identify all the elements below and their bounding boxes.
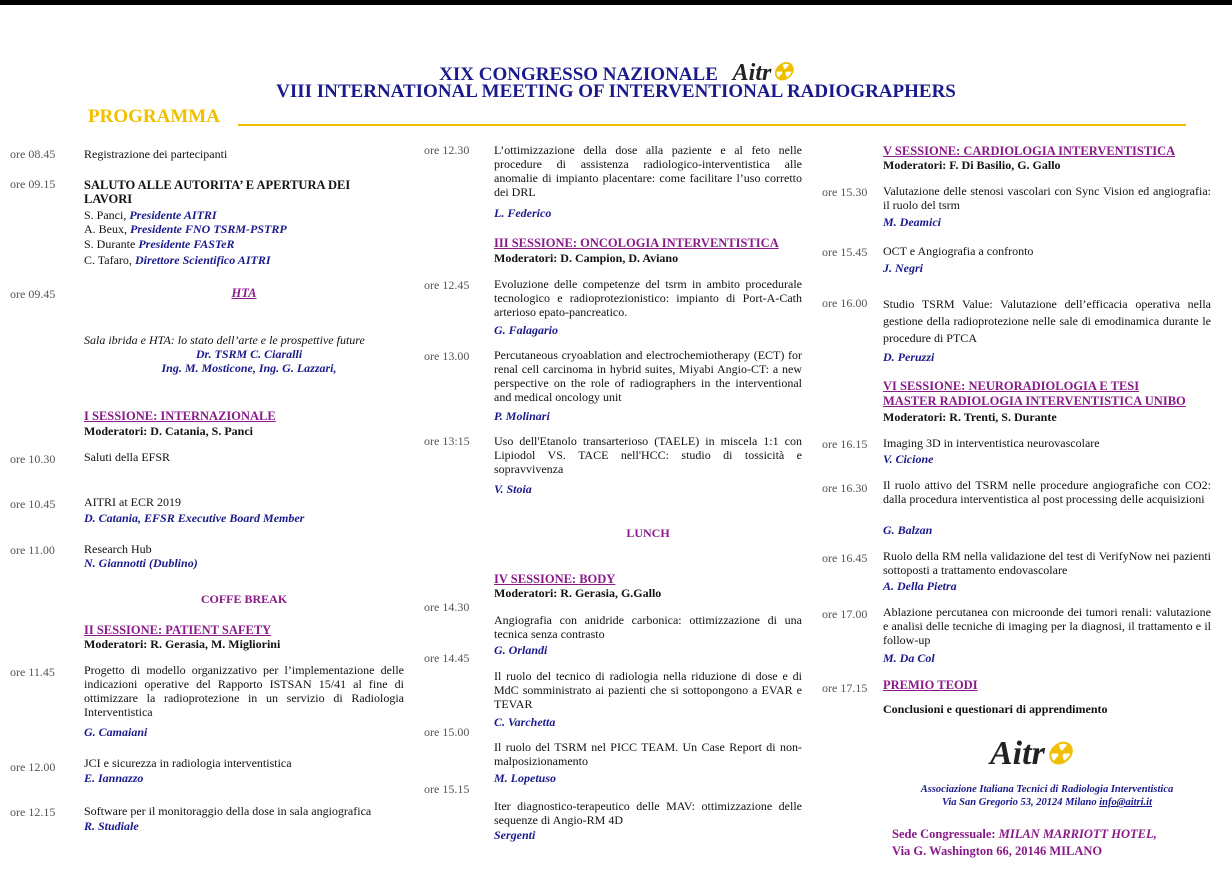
varchetta-speaker: C. Varchetta	[494, 715, 556, 729]
project-talk: Progetto di modello organizzativo per l’implementazione delle indicazioni operative del Rapporto ISTSAN 15/41 al fine di ottimizzare la radioprotezione in un servizio di Radiologia Interventistica	[84, 663, 404, 719]
session-4-moderators: Moderatori: R. Gerasia, G.Gallo	[494, 586, 662, 600]
email-link[interactable]: info@aitri.it	[1099, 797, 1153, 808]
aitri-logo-large: Aitr☢	[990, 735, 1072, 772]
co2-angio-talk: Angiografia con anidride carbonica: ottimizzazione di una tecnica senza contrasto	[494, 613, 802, 641]
ecr-talk: AITRI at ECR 2019	[84, 495, 181, 509]
time-1700: ore 17.00	[822, 607, 868, 621]
deamici-speaker: M. Deamici	[883, 215, 941, 229]
speaker-beux: A. Beux, Presidente FNO TSRM-PSTRP	[84, 222, 287, 236]
time-1500: ore 15.00	[424, 725, 470, 739]
time-0915: ore 09.15	[10, 177, 56, 191]
imaging-3d-talk: Imaging 3D in interventistica neurovascolare	[883, 436, 1100, 450]
association-address: Via San Gregorio 53, 20124 Milano info@aitri.it	[941, 797, 1153, 808]
hta-heading: HTA	[231, 286, 257, 300]
hta-speaker-2: Ing. M. Mosticone, Ing. G. Lazzari,	[161, 361, 337, 375]
tsrm-value-talk: Studio TSRM Value: Valutazione dell’efficacia operativa nella gestione della radioprotezione nelle sale di emodinamica durante le procedure di PTCA	[883, 297, 1211, 345]
ecr-speaker: D. Catania, EFSR Executive Board Member	[84, 511, 305, 525]
iannazzo-speaker: E. Iannazzo	[84, 771, 144, 785]
research-hub: Research Hub	[84, 542, 152, 556]
session-6-moderators: Moderatori: R. Trenti, S. Durante	[883, 410, 1057, 424]
session-6-subtitle: MASTER RADIOLOGIA INTERVENTISTICA UNIBO	[883, 394, 1186, 408]
dellapietra-speaker: A. Della Pietra	[883, 579, 957, 593]
time-1645: ore 16.45	[822, 551, 868, 565]
session-5-title: V SESSIONE: CARDIOLOGIA INTERVENTISTICA	[883, 144, 1176, 158]
time-1600: ore 16.00	[822, 296, 868, 310]
top-border	[0, 0, 1232, 5]
hub-speaker: N. Giannotti (Dublino)	[84, 556, 198, 570]
verifynow-talk: Ruolo della RM nella validazione del test di VerifyNow nei pazienti sottoposti a trattamento endovascolare	[883, 549, 1211, 577]
premio-teodi: PREMIO TEODI	[883, 678, 978, 692]
mav-talk: Iter diagnostico-terapeutico delle MAV: ottimizzazione delle sequenze di Angio-RM 4D	[494, 799, 802, 827]
session-6-title: VI SESSIONE: NEURORADIOLOGIA E TESI	[883, 379, 1140, 393]
cryoablation-talk: Percutaneous cryoablation and electrochemiotherapy (ECT) for renal cell carcinoma in hybrid suites, Miyabi Angio-CT: a new perspective on the role of radiographers in the interventional and medical oncology unit	[494, 348, 802, 404]
association-name: Associazione Italiana Tecnici di Radiologia Interventistica	[920, 784, 1174, 795]
congress-title: XIX CONGRESSO NAZIONALE Aitr☢	[439, 60, 793, 86]
session-3-moderators: Moderatori: D. Campion, D. Aviano	[494, 251, 679, 265]
picc-talk: Il ruolo del TSRM nel PICC TEAM. Un Case Report di non-malposizionamento	[494, 740, 802, 768]
hta-speaker-1: Dr. TSRM C. Ciaralli	[195, 347, 303, 361]
lunch: LUNCH	[626, 526, 670, 540]
time-1300: ore 13.00	[424, 349, 470, 363]
time-1230: ore 12.30	[424, 143, 470, 157]
venue: Sede Congressuale: MILAN MARRIOTT HOTEL,	[892, 827, 1157, 841]
time-1145: ore 11.45	[10, 665, 55, 679]
session-1-title: I SESSIONE: INTERNAZIONALE	[84, 409, 276, 423]
ablazione-talk: Ablazione percutanea con microonde dei tumori renali: valutazione e analisi delle tecniche di imaging per la diagnosi, il trattamento e il follow-up	[883, 605, 1211, 647]
jci-talk: JCI e sicurezza in radiologia interventistica	[84, 756, 292, 770]
sergenti-speaker: Sergenti	[494, 828, 536, 842]
programma-heading: PROGRAMMA	[88, 106, 220, 127]
lopetuso-speaker: M. Lopetuso	[494, 771, 557, 785]
time-1215: ore 12.15	[10, 805, 56, 819]
time-1200: ore 12.00	[10, 760, 56, 774]
studiale-speaker: R. Studiale	[84, 819, 139, 833]
venue-address: Via G. Washington 66, 20146 MILANO	[892, 844, 1103, 858]
falagario-speaker: G. Falagario	[494, 323, 559, 337]
session-4-title: IV SESSIONE: BODY	[494, 572, 616, 586]
peruzzi-speaker: D. Peruzzi	[883, 350, 935, 364]
federico-speaker: L. Federico	[494, 206, 552, 220]
balzan-speaker: G. Balzan	[883, 523, 933, 537]
session-3-title: III SESSIONE: ONCOLOGIA INTERVENTISTICA	[494, 236, 779, 250]
aitri-logo: Aitr☢	[732, 60, 793, 86]
time-1430: ore 14.30	[424, 600, 470, 614]
stenosi-talk: Valutazione delle stenosi vascolari con Sync Vision ed angiografia: il ruolo del tsrm	[883, 184, 1211, 212]
time-0945: ore 09.45	[10, 287, 56, 301]
orlandi-speaker: G. Orlandi	[494, 643, 548, 657]
opening-title: SALUTO ALLE AUTORITA’ E APERTURA DEI LAVORI	[84, 178, 351, 206]
molinari-speaker: P. Molinari	[494, 409, 550, 423]
speaker-durante: S. Durante Presidente FASTeR	[84, 237, 235, 251]
stoia-speaker: V. Stoia	[494, 482, 532, 496]
co2-talk: Il ruolo attivo del TSRM nelle procedure angiografiche con CO2: dalla procedura interventistica al post processing delle acquisizioni	[883, 478, 1211, 506]
hta-talk: Sala ibrida e HTA: lo stato dell’arte e le prospettive future	[84, 333, 365, 347]
session-2-title: II SESSIONE: PATIENT SAFETY	[84, 623, 272, 637]
time-0845: ore 08.45	[10, 147, 56, 161]
cicione-speaker: V. Cicione	[883, 452, 934, 466]
time-1530: ore 15.30	[822, 185, 868, 199]
meeting-title: VIII INTERNATIONAL MEETING OF INTERVENTIONAL RADIOGRAPHERS	[276, 81, 956, 102]
software-talk: Software per il monitoraggio della dose in sala angiografica	[84, 804, 372, 818]
time-1245: ore 12.45	[424, 278, 470, 292]
dose-talk: L’ottimizzazione della dose alla paziente e al feto nelle procedure di assistenza radiologico-interventistica alle anomalie di impianto placentare: come facilitare l’uso corretto dei DRL	[494, 143, 802, 199]
camaiani-speaker: G. Camaiani	[84, 725, 148, 739]
session-2-moderators: Moderatori: R. Gerasia, M. Migliorini	[84, 637, 281, 651]
taele-talk: Uso dell'Etanolo transarterioso (TAELE) in miscela 1:1 con Lipiodol VS. TACE nell'HCC: studio di tossicità e sopravvivenza	[494, 434, 802, 476]
programma-underline	[238, 124, 1186, 126]
time-1445: ore 14.45	[424, 651, 470, 665]
time-1715: ore 17.15	[822, 681, 868, 695]
time-1515: ore 15.15	[424, 782, 470, 796]
efsr-greetings: Saluti della EFSR	[84, 450, 171, 464]
time-1545: ore 15.45	[822, 245, 868, 259]
time-1030: ore 10.30	[10, 452, 56, 466]
time-1045: ore 10.45	[10, 497, 56, 511]
coffee-break: COFFE BREAK	[200, 592, 288, 606]
dose-reduction-talk: Il ruolo del tecnico di radiologia nella riduzione di dose e di MdC somministrato ai pazienti che si sottopongono a EVAR e TEVAR	[494, 669, 802, 711]
session-5-moderators: Moderatori: F. Di Basilio, G. Gallo	[883, 158, 1061, 172]
registration: Registrazione dei partecipanti	[84, 147, 228, 161]
conclusions: Conclusioni e questionari di apprendimento	[883, 702, 1108, 716]
session-1-moderators: Moderatori: D. Catania, S. Panci	[84, 424, 253, 438]
evoluzione-talk: Evoluzione delle competenze del tsrm in ambito procedurale tecnologico e radioprotezionistico: impianto di Port-A-Cath arterioso epato-pancreatico.	[494, 277, 802, 319]
oct-talk: OCT e Angiografia a confronto	[883, 244, 1034, 258]
time-1315: ore 13:15	[424, 434, 470, 448]
time-1100: ore 11.00	[10, 543, 55, 557]
time-1615: ore 16.15	[822, 437, 868, 451]
negri-speaker: J. Negri	[883, 261, 923, 275]
time-1630: ore 16.30	[822, 481, 868, 495]
speaker-tafaro: C. Tafaro, Direttore Scientifico AITRI	[84, 253, 271, 267]
speaker-panci: S. Panci, Presidente AITRI	[84, 208, 217, 222]
dacol-speaker: M. Da Col	[883, 651, 935, 665]
